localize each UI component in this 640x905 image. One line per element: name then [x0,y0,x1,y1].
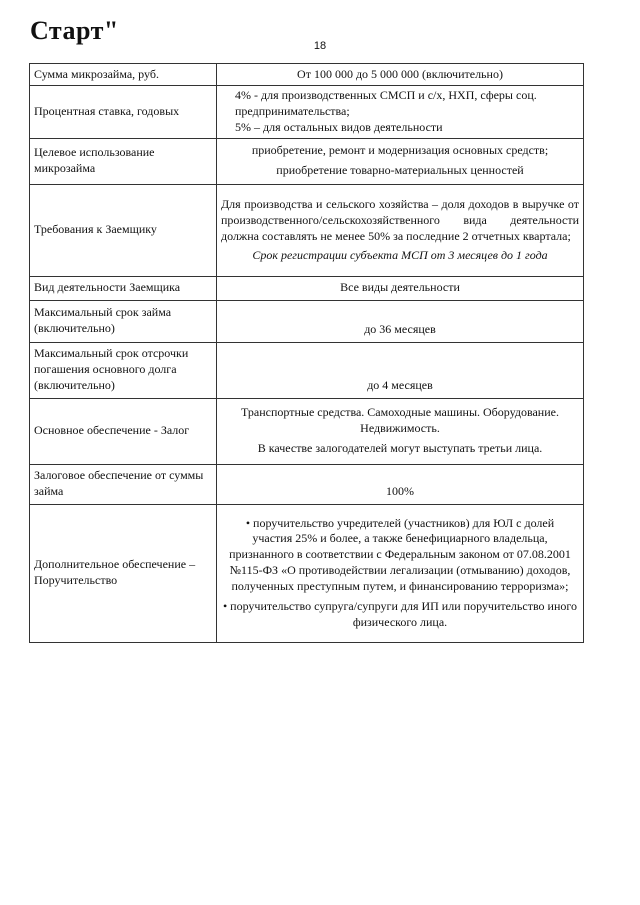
row-value: 100% [217,464,584,504]
row-value-cell [217,138,584,184]
table-row [30,398,584,464]
rate-line: 5% – для остальных видов деятельности [235,119,443,134]
row-value-cell [217,398,584,464]
list-item: • поручительство супруга/супруги для ИП или поручительство иного физического лица. [222,599,578,630]
row-label: Максимальный срок займа (включительно) [30,300,217,342]
row-value-cell [217,504,584,642]
table-row [30,342,584,398]
table-row [30,300,584,342]
registration-note: Срок регистрации субъекта МСП от 3 месяцев до 1 года [252,247,548,262]
row-value: до 4 месяцев [217,342,584,398]
row-value: От 100 000 до 5 000 000 (включительно) [217,64,584,86]
row-label: Требования к Заемщику [30,184,217,276]
table-row [30,184,584,276]
table-row [30,276,584,300]
loan-terms-table [29,63,584,643]
page-number: 18 [313,40,327,52]
table-row [30,138,584,184]
row-value-cell [217,86,584,139]
table-row [30,64,584,86]
collateral-line: В качестве залогодателей могут выступать третьи лица. [257,441,543,456]
row-value-cell [217,184,584,276]
purpose-line: приобретение товарно-материальных ценностей [276,163,524,178]
row-label: Залоговое обеспечение от суммы займа [30,464,217,504]
row-label: Вид деятельности Заемщика [30,276,217,300]
list-item: • поручительство учредителей (участников) для ЮЛ с долей участия 25% и более, а также бенефициарного владельца, признанного в соответствии с Федеральным законом от 07.08.2001 №115-ФЗ «О противодействии легализации (отмыванию) доходов, полученных преступным путем, и финансированию терроризма»; [229,515,571,594]
row-label: Процентная ставка, годовых [30,86,217,139]
table-row [30,464,584,504]
row-label: Целевое использование микрозайма [30,138,217,184]
row-label: Сумма микрозайма, руб. [30,64,217,86]
row-value: до 36 месяцев [217,300,584,342]
row-label: Основное обеспечение - Залог [30,398,217,464]
purpose-line: приобретение, ремонт и модернизация основных средств; [251,143,549,158]
table-row [30,504,584,642]
rate-line: 4% - для производственных СМСП и с/х, НХП, сферы соц. предпринимательства; [235,88,537,118]
row-value: Все виды деятельности [217,276,584,300]
row-label: Максимальный срок отсрочки погашения основного долга (включительно) [30,342,217,398]
page-title: Старт" [30,16,119,45]
collateral-line: Транспортные средства. Самоходные машины. Оборудование. Недвижимость. [241,405,559,436]
requirements-text: Для производства и сельского хозяйства – доля доходов в выручке от производственного/сельскохозяйственного вида деятельности должна составлять не менее 50% за последние 2 отчетных квартала; [221,196,579,243]
table-row [30,86,584,139]
row-label: Дополнительное обеспечение – Поручительство [30,504,217,642]
